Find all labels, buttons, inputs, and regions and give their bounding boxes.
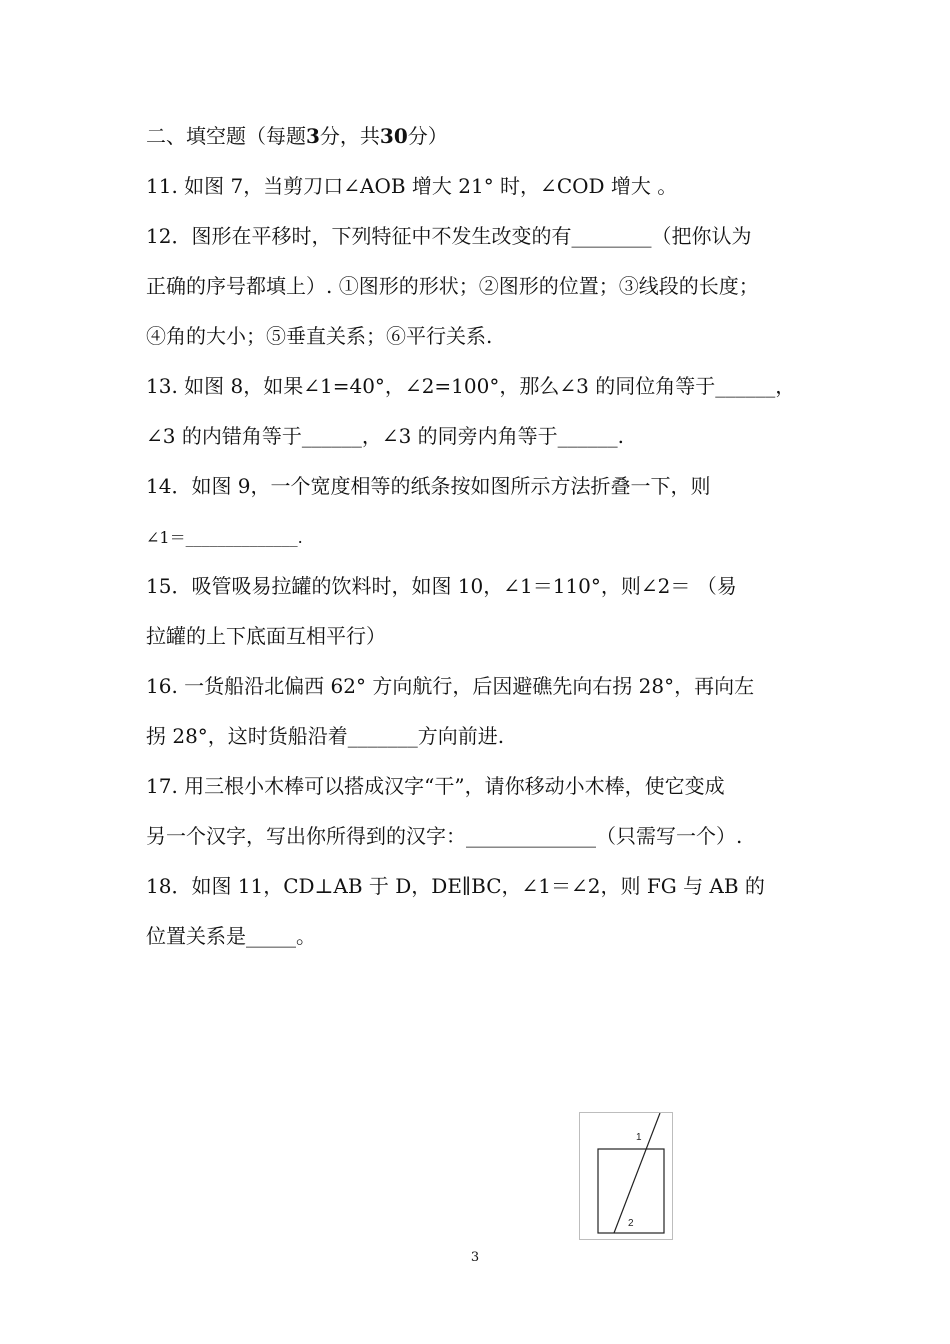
question-14-line-2: ∠1＝______________.	[146, 528, 303, 547]
section-points-total: 30	[379, 124, 408, 148]
question-18-line-2: 位置关系是_____。	[146, 924, 316, 948]
angle-2-label: 2	[628, 1218, 634, 1229]
question-13-line-2: ∠3 的内错角等于______，∠3 的同旁内角等于______.	[146, 424, 625, 448]
question-14-line-1: 14．如图 9，一个宽度相等的纸条按如图所示方法折叠一下，则	[146, 474, 711, 498]
figure-9-folded-strip	[579, 1112, 673, 1240]
question-12-line-2: 正确的序号都填上）. ①图形的形状；②图形的位置；③线段的长度；	[146, 274, 759, 298]
angle-1-label: 1	[636, 1132, 642, 1143]
question-16-line-2: 拐 28°，这时货船沿着_______方向前进.	[146, 724, 505, 748]
section-points-each: 3	[306, 124, 320, 148]
question-16-line-1: 16. 一货船沿北偏西 62° 方向航行，后因避礁先向右拐 28°，再向左	[146, 674, 755, 698]
section-title-prefix: 二、填空题（每题	[146, 124, 306, 148]
question-17-line-2: 另一个汉字，写出你所得到的汉字：_____________（只需写一个）.	[146, 824, 743, 848]
question-12-line-3: ④角的大小；⑤垂直关系；⑥平行关系.	[146, 324, 493, 348]
figure-9-diagram	[580, 1113, 672, 1239]
page-number: 3	[470, 1250, 480, 1265]
question-17-line-1: 17. 用三根小木棒可以搭成汉字“干”，请你移动小木棒，使它变成	[146, 774, 725, 798]
question-13-line-1: 13. 如图 8，如果∠1=40°，∠2=100°，那么∠3 的同位角等于______，	[146, 374, 796, 398]
question-15-line-1: 15．吸管吸易拉罐的饮料时，如图 10，∠1＝110°，则∠2＝ （易	[146, 574, 737, 598]
question-18-line-1: 18．如图 11，CD⊥AB 于 D，DE∥BC，∠1＝∠2，则 FG 与 AB 的	[146, 874, 765, 898]
section-title-middle: 分，共	[319, 124, 380, 148]
question-12-line-1: 12．图形在平移时，下列特征中不发生改变的有________（把你认为	[146, 224, 752, 248]
question-11: 11. 如图 7，当剪刀口∠AOB 增大 21° 时，∠COD 增大 。	[146, 174, 678, 198]
section-title	[146, 122, 448, 150]
fold-line	[614, 1113, 660, 1233]
section-title-suffix: 分）	[407, 124, 448, 148]
question-15-line-2: 拉罐的上下底面互相平行）	[146, 624, 386, 648]
